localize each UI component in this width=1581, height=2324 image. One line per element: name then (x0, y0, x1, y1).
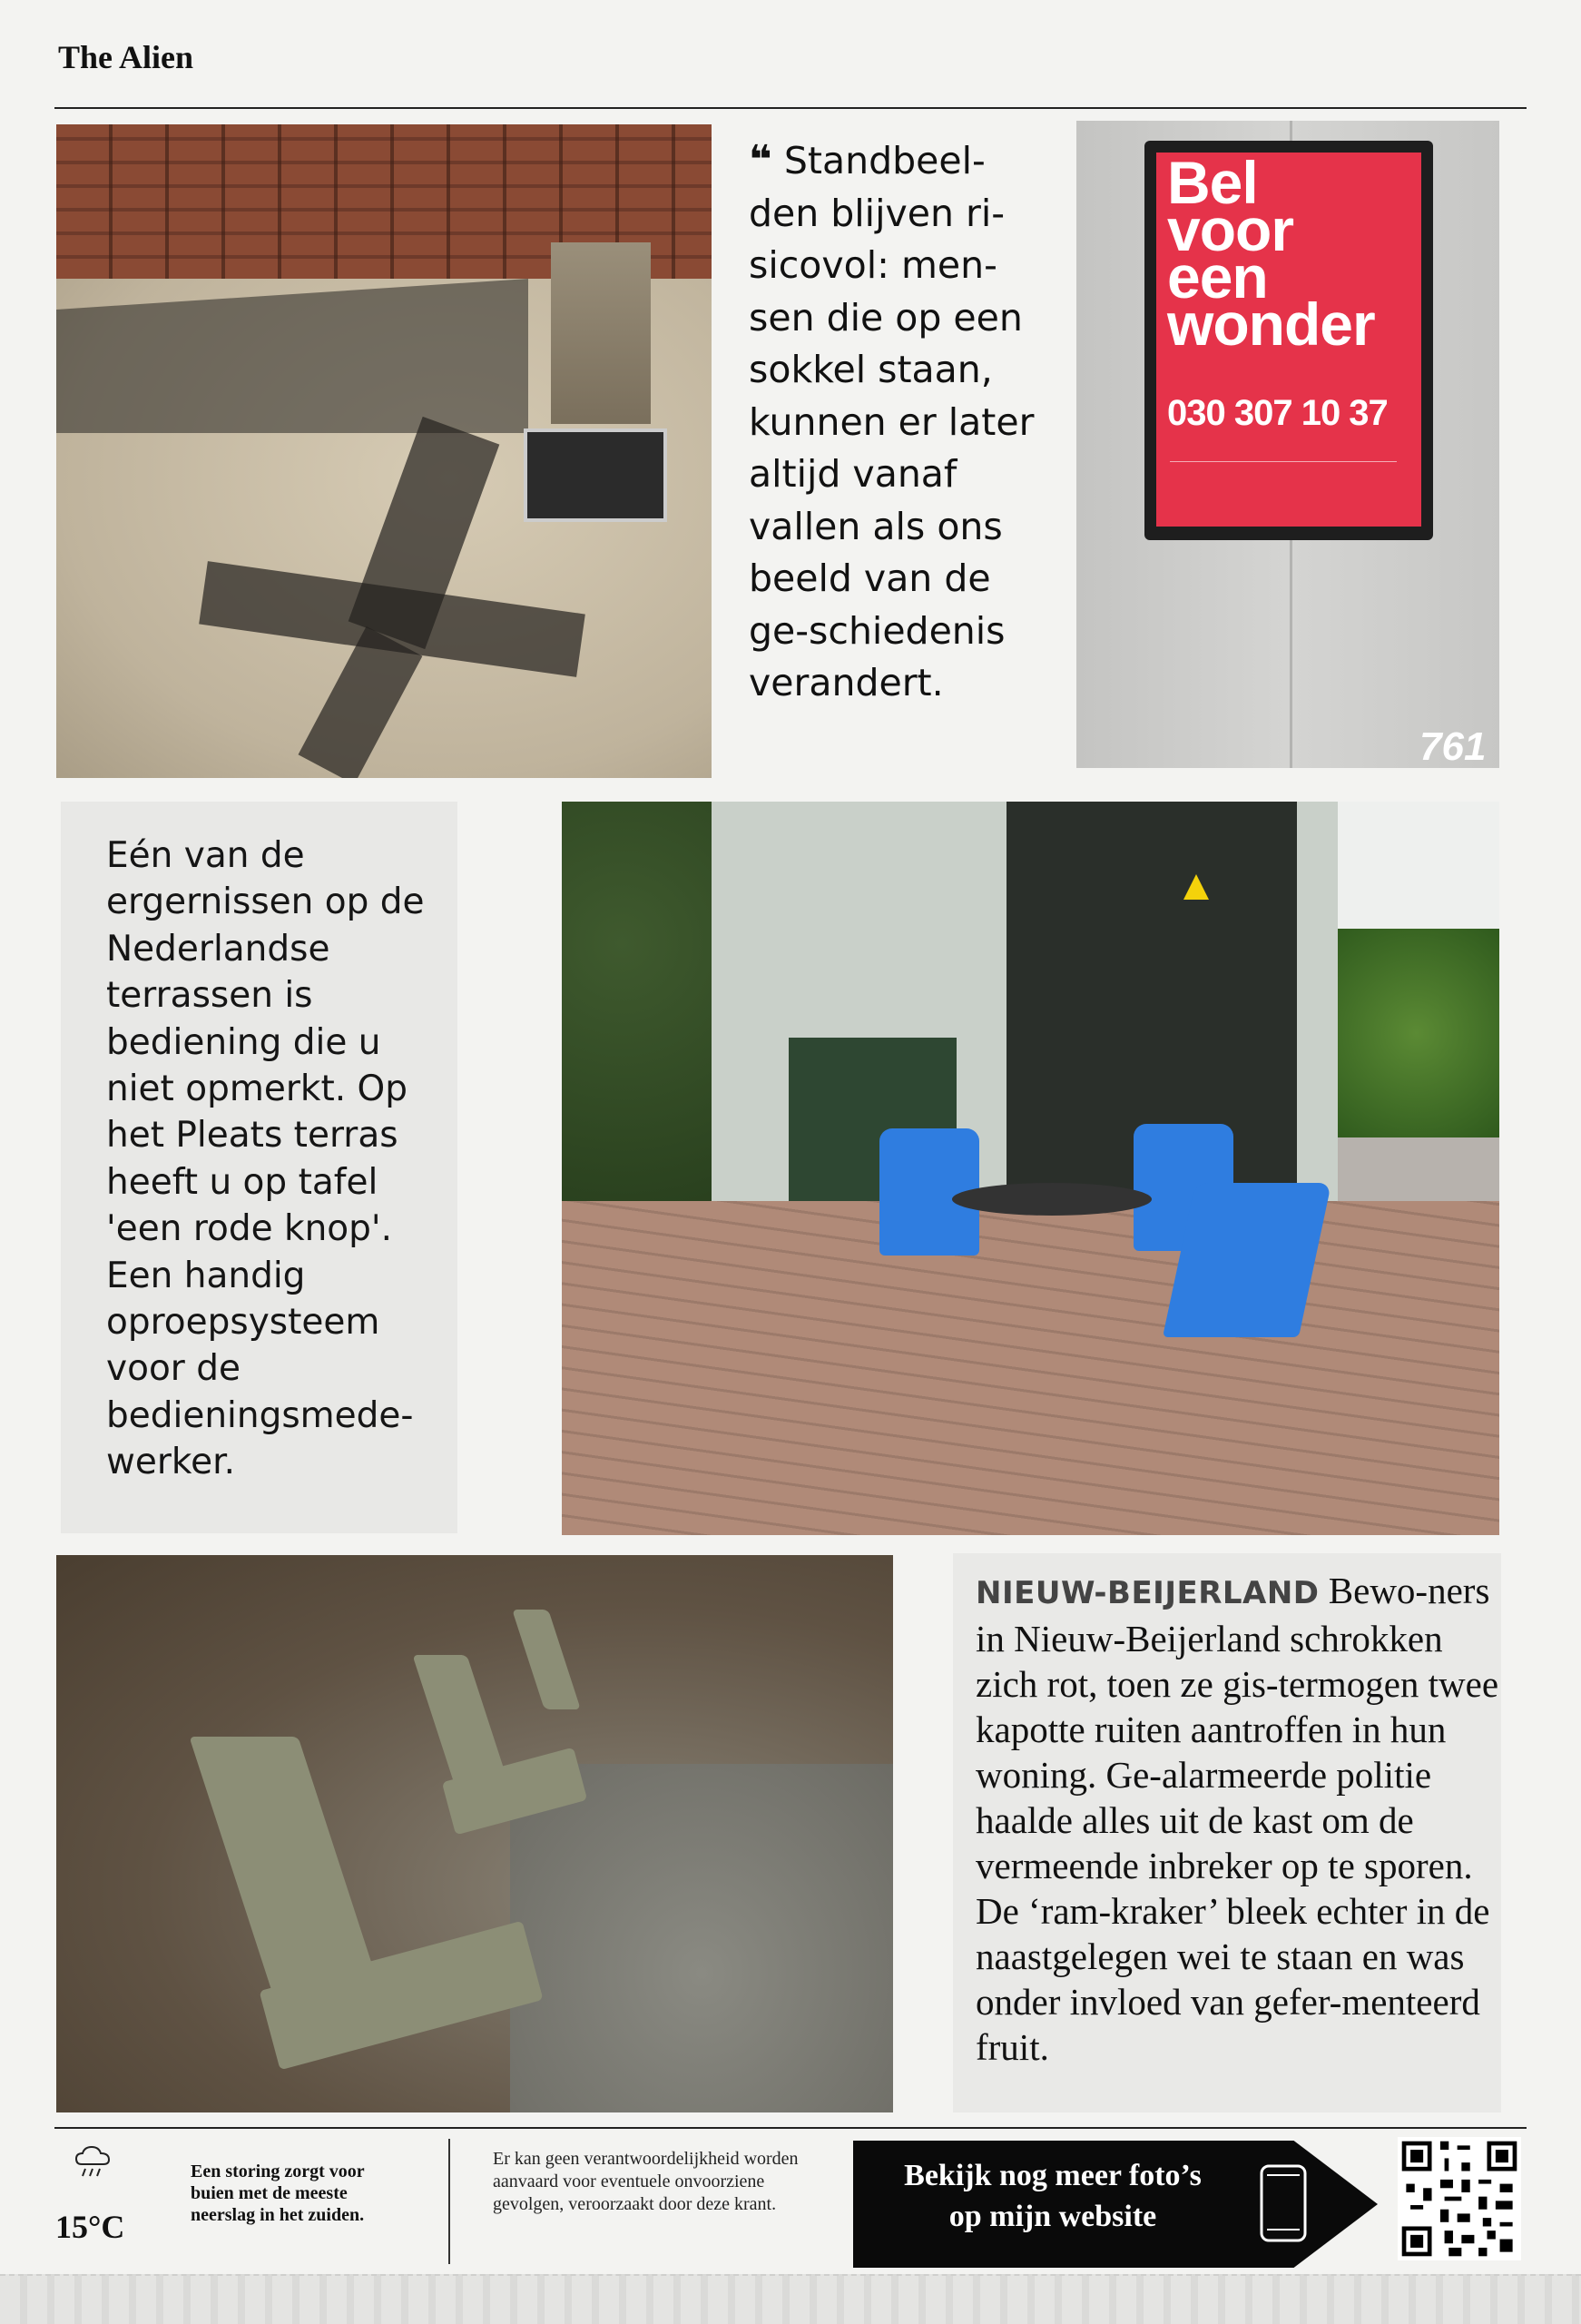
temperature: 15°C (55, 2209, 125, 2245)
poster-title-line: Bel (1167, 149, 1258, 216)
graffiti-number: 761 (1419, 724, 1487, 768)
terrace-text: Eén van de ergernissen op de Nederlandse terrassen is bediening die u niet opmerkt. Op het Pleats terras heeft u op tafel 'een rode knop'. Een handig oproepsysteem voor de bedieningsmede-werker. (106, 835, 425, 1483)
article-dateline: NIEUW-BEIJERLAND (976, 1575, 1320, 1611)
poster-phone-number: 030 307 10 37 (1167, 393, 1388, 433)
crucifix (551, 242, 651, 424)
poster-fine-print (1170, 461, 1397, 507)
concrete-bench (512, 1610, 581, 1709)
poster-title-line: wonder (1167, 290, 1375, 358)
masthead-title: The Alien (58, 39, 194, 75)
torn-edge (0, 2274, 1581, 2324)
cta-line-2: op mijn website (948, 2200, 1157, 2233)
quote-text: Standbeel-den blijven ri-sicovol: men-sen die op een sokkel staan, kunnen er later altijd vanaf vallen als ons beeld van de ge-schiedenis verandert. (749, 139, 1035, 704)
disclaimer: Er kan geen verantwoordelijkheid worden aanvaard voor eventuele onvoorziene gevolgen, veroorzaakt door deze krant. (493, 2149, 799, 2214)
quote-mark-icon: ❝ (749, 137, 772, 183)
poster-title-line: voor (1167, 196, 1294, 263)
terrace-text-box (61, 802, 457, 1533)
photo-terrace-chairs (562, 802, 1499, 1535)
hedge-right (1333, 929, 1499, 1137)
photo-concrete-benches (56, 1555, 893, 2112)
smartphone-icon (1258, 2162, 1309, 2244)
news-article (953, 1553, 1501, 2112)
cta-line-1: Bekijk nog meer foto’s (904, 2159, 1202, 2192)
rain-cloud-icon (73, 2144, 114, 2181)
weather-forecast: Een storing zorgt voor buien met de meeste neerslag in het zuiden. (191, 2162, 365, 2225)
round-table (952, 1183, 1152, 1216)
bottom-rule (54, 2127, 1527, 2129)
brick-paving (562, 1201, 1499, 1535)
photo-crucifix-shadow (56, 124, 712, 778)
top-rule (54, 107, 1527, 109)
website-cta-label[interactable] (871, 2155, 1234, 2237)
gravel-path (510, 1764, 893, 2112)
poster-title-line: een (1167, 243, 1268, 310)
sky (1333, 802, 1499, 929)
photo-poster-on-wall (1076, 121, 1499, 768)
memorial-plate (524, 428, 667, 522)
qr-code[interactable] (1398, 2137, 1521, 2260)
poster-title (1167, 149, 1412, 358)
footer-divider (448, 2139, 450, 2264)
article-body: Bewo-ners in Nieuw-Beijerland schrokken zich rot, toen ze gis-termogen twee kapotte ruiten aantroffen in hun woning. Ge-alarmeerde politie haalde alles uit de kast om de vermeende inbreker op te sporen. De ‘ram-kraker’ bleek echter in de naastgelegen wei te staan en was onder invloed van gefer-menteerd fruit. (976, 1570, 1499, 2068)
pull-quote (749, 134, 1048, 710)
